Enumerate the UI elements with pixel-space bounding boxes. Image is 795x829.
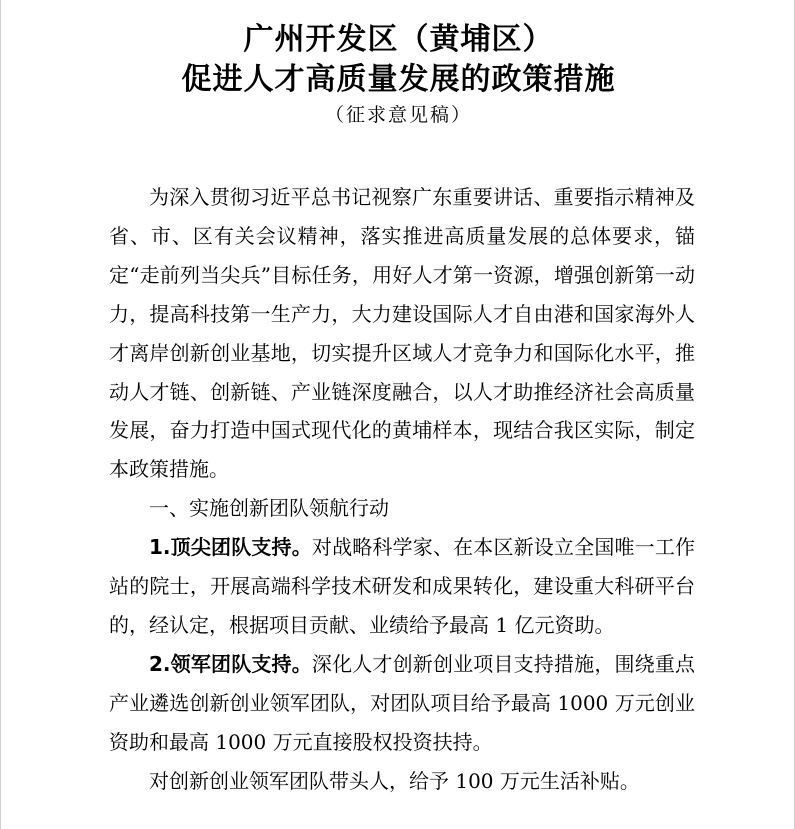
item-2-extra-paragraph: 对创新创业领军团队带头人，给予 100 万元生活补贴。 — [149, 768, 640, 793]
document-title-line1: 广州开发区（黄埔区） — [243, 22, 554, 57]
item-2-paragraph — [109, 645, 695, 762]
document-body — [109, 178, 695, 801]
item-1-lead: 1.顶尖团队支持。 — [149, 535, 312, 560]
item-2-lead: 2.领军团队支持。 — [149, 651, 312, 676]
item-1-paragraph — [109, 528, 695, 645]
item-1-text: 对战略科学家、在本区新设立全国唯一工作站的院士，开展高端科学技术研发和成果转化，建设重大科研平台的，经认定，根据项目贡献、业绩给予最高 1 亿元资助。 — [109, 535, 696, 637]
section-heading: 一、实施创新团队领航行动 — [149, 496, 389, 521]
document-subtitle: （征求意见稿） — [324, 104, 472, 126]
intro-paragraph: 为深入贯彻习近平总书记视察广东重要讲话、重要指示精神及省、市、区有关会议精神，落实推进高质量发展的总体要求，锚定“走前列当尖兵”目标任务，用好人才第一资源，增强创新第一动力，提高科技第一生产力，大力建设国际人才自由港和国家海外人才离岸创新创业基地，切实提升区域人才竞争力和国际化水平，推动人才链、创新链、产业链深度融合，以人才助推经济社会高质量发展，奋力打造中国式现代化的黄埔样本，现结合我区实际，制定本政策措施。 — [109, 185, 695, 482]
document-title-line2: 促进人才高质量发展的政策措施 — [181, 62, 616, 97]
item-2-text: 深化人才创新创业项目支持措施，围绕重点产业遴选创新创业领军团队，对团队项目给予最高 1000 万元创业资助和最高 1000 万元直接股权投资扶持。 — [109, 651, 696, 754]
